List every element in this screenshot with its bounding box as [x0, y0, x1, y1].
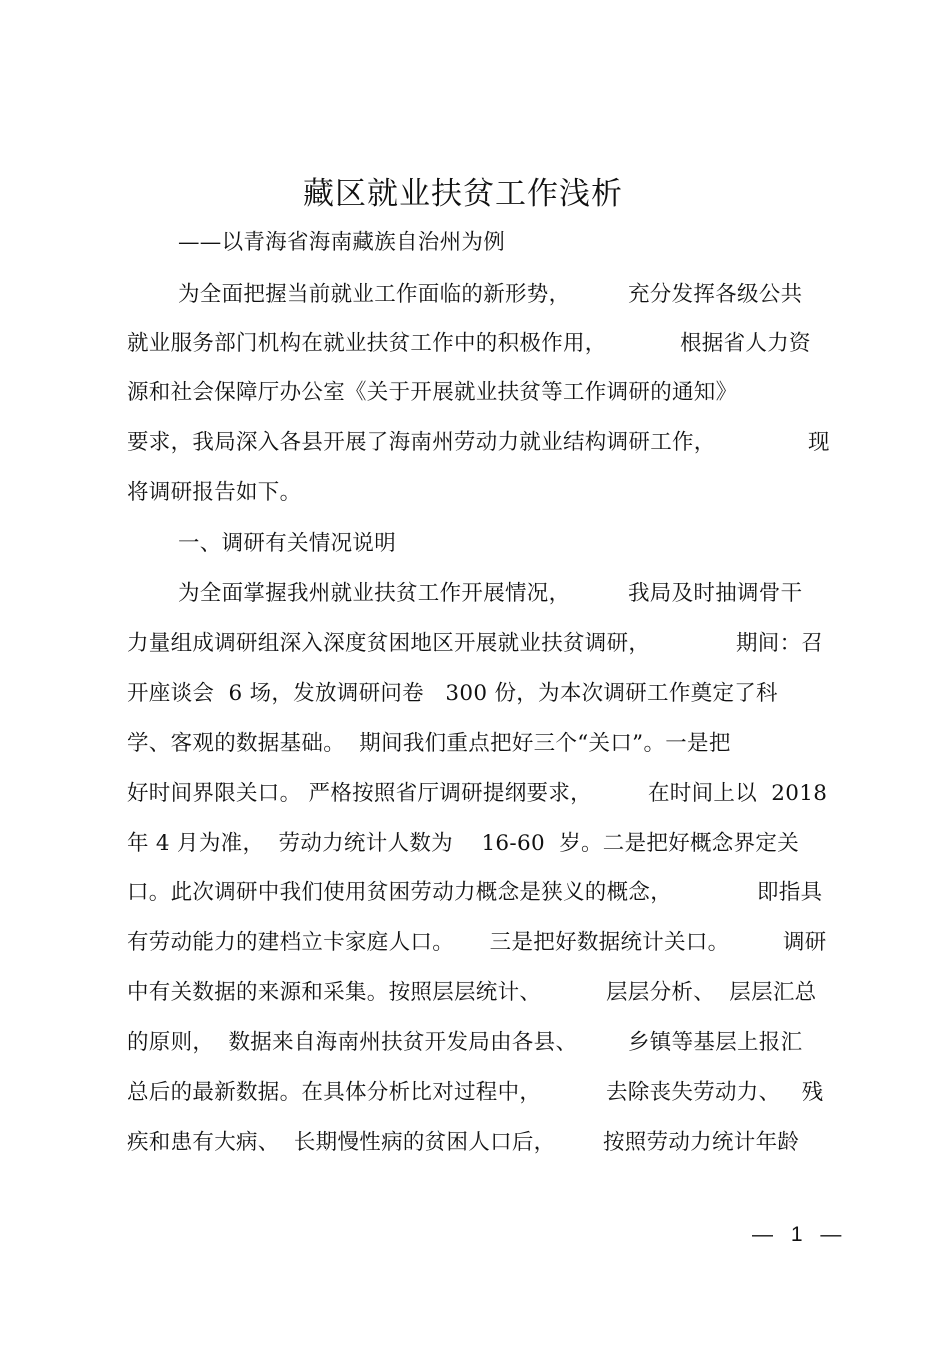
- paragraph-line: 口。此次调研中我们使用贫困劳动力概念是狭义的概念，: [127, 880, 673, 905]
- paragraph-line: 为全面掌握我州就业扶贫工作开展情况，: [178, 581, 571, 606]
- paragraph-line-tail: 充分发挥各级公共: [628, 282, 803, 307]
- paragraph-line-tail: 期间：召: [736, 631, 824, 656]
- paragraph-line: 为全面把握当前就业工作面临的新形势，: [178, 282, 571, 307]
- paragraph-line: 源和社会保障厅办公室《关于开展就业扶贫等工作调研的通知》: [127, 380, 738, 405]
- paragraph-line-tail: 即指具: [757, 880, 823, 905]
- paragraph-line: 好时间界限关口。 严格按照省厅调研提纲要求，: [127, 781, 592, 806]
- document-subtitle: ——以青海省海南藏族自治州为例: [178, 230, 506, 255]
- paragraph-line-tail: 乡镇等基层上报汇: [628, 1030, 803, 1055]
- paragraph-line: 疾和患有大病、 长期慢性病的贫困人口后，: [127, 1130, 556, 1155]
- paragraph-line: 要求，我局深入各县开展了海南州劳动力就业结构调研工作，: [127, 430, 716, 455]
- paragraph-line: 开座谈会 6 场，发放调研问卷 300 份，为本次调研工作奠定了科: [127, 681, 778, 706]
- paragraph-line-tail: 现: [808, 430, 830, 455]
- paragraph-line: 中有关数据的来源和采集。按照层层统计、: [127, 980, 542, 1005]
- paragraph-line: 力量组成调研组深入深度贫困地区开展就业扶贫调研，: [127, 631, 651, 656]
- paragraph-line: 年 4 月为准， 劳动力统计人数为 16-60 岁。二是把好概念界定关: [127, 831, 800, 856]
- paragraph-line: 总后的最新数据。在具体分析比对过程中，: [127, 1080, 542, 1105]
- page-number: — 1 —: [752, 1223, 848, 1246]
- paragraph-line-tail: 去除丧失劳动力、 残: [606, 1080, 824, 1105]
- paragraph-line-tail: 在时间上以 2018: [648, 781, 828, 806]
- paragraph-line-tail: 我局及时抽调骨干: [628, 581, 803, 606]
- paragraph-line: 就业服务部门机构在就业扶贫工作中的积极作用，: [127, 331, 607, 356]
- document-title: 藏区就业扶贫工作浅析: [303, 176, 623, 212]
- paragraph-line-tail: 根据省人力资: [680, 331, 811, 356]
- paragraph-line: 的原则， 数据来自海南州扶贫开发局由各县、: [127, 1030, 578, 1055]
- paragraph-line: 学、客观的数据基础。 期间我们重点把好三个“关口”。一是把: [127, 731, 731, 756]
- paragraph-line-tail: 层层分析、 层层汇总: [606, 980, 817, 1005]
- section-heading: 一、调研有关情况说明: [178, 531, 397, 556]
- paragraph-line: 将调研报告如下。: [127, 480, 302, 505]
- paragraph-line-tail: 按照劳动力统计年龄: [603, 1130, 800, 1155]
- paragraph-line-tail: 调研: [783, 930, 827, 955]
- paragraph-line: 有劳动能力的建档立卡家庭人口。 三是把好数据统计关口。: [127, 930, 730, 955]
